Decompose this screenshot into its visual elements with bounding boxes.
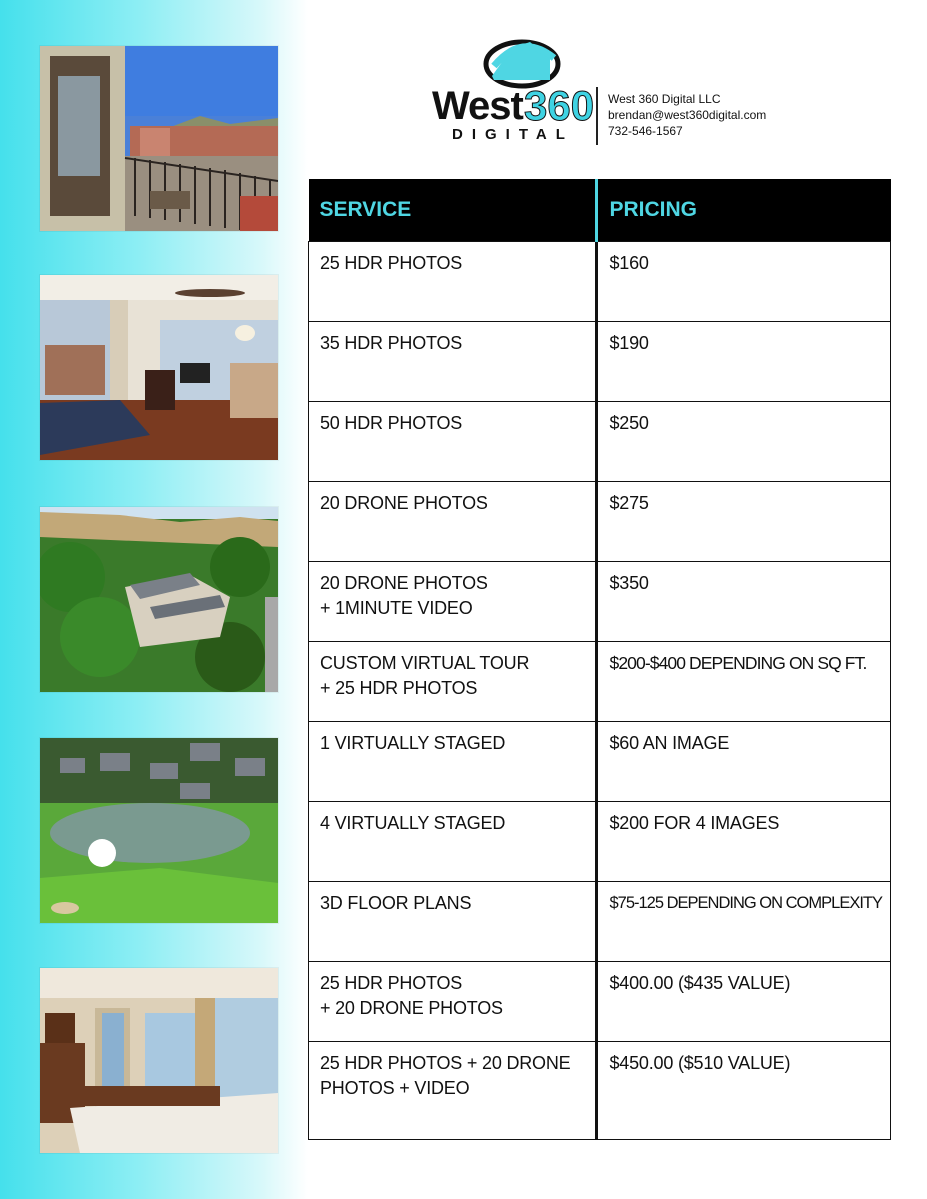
table-row — [309, 642, 891, 722]
price-cell: $190 — [597, 322, 891, 402]
service-cell: 25 HDR PHOTOS — [309, 242, 597, 322]
logo-word-digital: DIGITAL — [452, 126, 574, 143]
table-header-row — [309, 179, 891, 242]
service-cell: 35 HDR PHOTOS — [309, 322, 597, 402]
table-row — [309, 722, 891, 802]
service-cell: 20 DRONE PHOTOS + 1MINUTE VIDEO — [309, 562, 597, 642]
service-cell: 20 DRONE PHOTOS — [309, 482, 597, 562]
table-row — [309, 482, 891, 562]
table-row — [309, 562, 891, 642]
contact-email: brendan@west360digital.com — [608, 108, 767, 122]
bedroom-photo — [40, 968, 278, 1153]
table-row — [309, 1042, 891, 1140]
price-cell: $75-125 DEPENDING ON COMPLEXITY — [597, 882, 891, 962]
service-cell: 1 VIRTUALLY STAGED — [309, 722, 597, 802]
table-row — [309, 402, 891, 482]
balcony-photo — [40, 46, 278, 231]
table-row — [309, 802, 891, 882]
price-cell: $450.00 ($510 VALUE) — [597, 1042, 891, 1140]
service-cell: 50 HDR PHOTOS — [309, 402, 597, 482]
price-cell: $400.00 ($435 VALUE) — [597, 962, 891, 1042]
logo-word-west: West — [432, 84, 523, 128]
living-room-photo — [40, 275, 278, 460]
west360-logo — [432, 36, 595, 146]
company-name: West 360 Digital LLC — [608, 92, 721, 106]
service-cell: 3D FLOOR PLANS — [309, 882, 597, 962]
price-cell: $160 — [597, 242, 891, 322]
logo-word-360: 360 — [524, 82, 595, 129]
service-cell: 25 HDR PHOTOS + 20 DRONE PHOTOS — [309, 962, 597, 1042]
table-row — [309, 882, 891, 962]
price-cell: $200 FOR 4 IMAGES — [597, 802, 891, 882]
aerial-golf-course-photo — [40, 738, 278, 923]
header-service: SERVICE — [309, 179, 597, 242]
pricing-table — [308, 179, 891, 1140]
table-row — [309, 242, 891, 322]
contact-phone: 732-546-1567 — [608, 124, 683, 138]
price-cell: $275 — [597, 482, 891, 562]
aerial-house-photo — [40, 507, 278, 692]
header-pricing: PRICING — [597, 179, 891, 242]
service-cell: CUSTOM VIRTUAL TOUR + 25 HDR PHOTOS — [309, 642, 597, 722]
contact-block — [608, 91, 766, 139]
price-cell: $60 AN IMAGE — [597, 722, 891, 802]
service-cell: 4 VIRTUALLY STAGED — [309, 802, 597, 882]
logo-divider — [596, 87, 598, 145]
table-row — [309, 322, 891, 402]
price-cell: $250 — [597, 402, 891, 482]
table-row — [309, 962, 891, 1042]
price-cell: $200-$400 DEPENDING ON SQ FT. — [597, 642, 891, 722]
price-cell: $350 — [597, 562, 891, 642]
service-cell: 25 HDR PHOTOS + 20 DRONE PHOTOS + VIDEO — [309, 1042, 597, 1140]
